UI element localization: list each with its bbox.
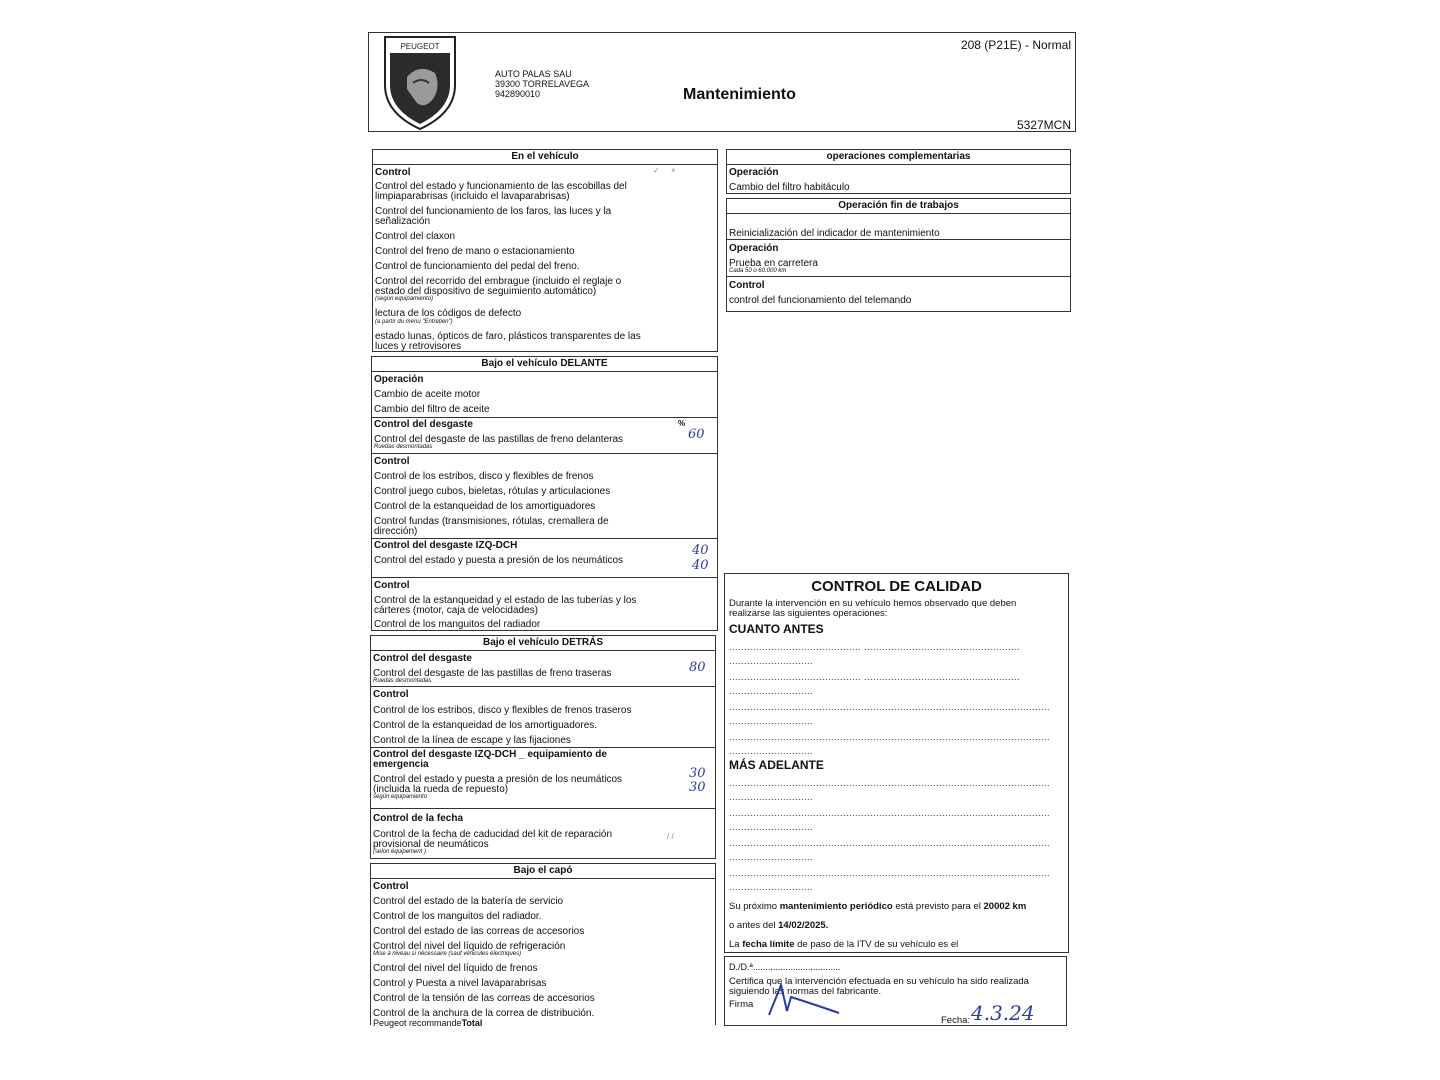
rear-ctrl-item: Control de la línea de escape y las fijaciones xyxy=(373,735,571,746)
note: Ruedas desmontadas xyxy=(374,444,433,450)
end-item: control del funcionamiento del telemando xyxy=(729,295,912,306)
group-label: Control del desgaste xyxy=(373,653,472,664)
page-title: Mantenimiento xyxy=(683,86,796,103)
section-vehicle xyxy=(372,149,718,352)
section-title: Bajo el vehículo DETRÁS xyxy=(371,636,715,651)
front-wear-item: Control del desgaste de las pastillas de freno delanteras xyxy=(374,434,624,445)
vehicle-model: 208 (P21E) - Normal xyxy=(960,38,1071,52)
license-plate: 5327MCN xyxy=(1016,118,1071,132)
signature xyxy=(761,975,851,1020)
front-tyre-value: 40 xyxy=(692,558,709,573)
end-item: Prueba en carretera xyxy=(729,258,818,269)
group-label: Control del desgaste IZQ-DCH xyxy=(374,540,518,551)
hood-item: Control de los manguitos del radiador. xyxy=(373,911,542,922)
front-ctrl-item: Control de los estribos, disco y flexibles de frenos xyxy=(374,471,594,482)
section-title: Bajo el vehículo DELANTE xyxy=(372,357,717,372)
vehicle-item: Control del claxon xyxy=(375,231,456,242)
front-wear-value: 60 xyxy=(688,427,705,442)
group-label: Control xyxy=(374,580,410,591)
note: Ruedas desmontadas xyxy=(373,678,432,684)
front-leak-item: Control de la estanqueidad y el estado de las tuberías y los cárteres (motor, caja de velocidades) xyxy=(374,595,637,616)
section-hood xyxy=(370,863,716,1028)
front-ctrl-item: Control juego cubos, bieletas, rótulas y articulaciones xyxy=(374,486,611,497)
fecha-label: Fecha: xyxy=(941,1015,971,1026)
section-quality: CONTROL DE CALIDAD Durante la intervención en su vehículo hemos observado que deben realizarse las siguientes operaciones: CUANTO ANTES ............................................ .................................................... ............................ ............................................ .................................................... ............................ ........................................................................................................... ............................ ........................................................................................................... ............................ MÁS ADELANTE ........................................................................................................... ............................ ........................................................................................................... ............................ ........................................................................................................... ............................ ........................................................................................................... ............................ Su próximo mantenimiento periódico está previsto para el 20002 km o antes del 14/02/2025. La fecha límite de paso de la ITV de su vehículo es el xyxy=(724,573,1069,953)
section-title: operaciones complementarias xyxy=(727,150,1070,165)
itv-bold: fecha límite xyxy=(742,939,795,950)
dod-line: D./D.ª................................... xyxy=(729,962,841,972)
vehicle-item: estado lunas, ópticos de faro, plásticos transparentes de las luces y retrovisores xyxy=(375,331,641,352)
front-leak-item: Control de los manguitos del radiador xyxy=(374,619,541,630)
vehicle-item: lectura de los códigos de defecto xyxy=(375,308,522,319)
pct-header: % xyxy=(678,419,686,428)
cross-header: × xyxy=(671,166,676,175)
vehicle-item: Control del freno de mano o estacionamiento xyxy=(375,246,575,257)
group-label: Control de la fecha xyxy=(373,813,464,824)
section-title: Bajo el capó xyxy=(371,864,715,879)
later-label: MÁS ADELANTE xyxy=(729,758,824,772)
end-item: Reinicialización del indicador de mantenimiento xyxy=(729,228,940,239)
group-label: Control xyxy=(373,689,409,700)
rear-tyre-value: 30 xyxy=(689,780,706,795)
asap-label: CUANTO ANTES xyxy=(729,622,824,636)
front-ctrl-item: Control de la estanqueidad de los amortiguadores xyxy=(374,501,596,512)
quality-title: CONTROL DE CALIDAD xyxy=(811,578,982,595)
group-label: Control xyxy=(375,167,411,178)
group-label: Control del desgaste xyxy=(374,419,473,430)
logo-text: PEUGEOT xyxy=(400,42,440,51)
group-label: Operación xyxy=(729,243,779,254)
hood-item: Control de la tensión de las correas de accesorios xyxy=(373,993,595,1004)
section-end xyxy=(726,198,1071,312)
hood-item: Control del nivel del líquido de refrigeración xyxy=(373,941,566,952)
group-label: Control del desgaste IZQ-DCH _ equipamiento de emergencia xyxy=(373,749,607,770)
comp-item: Cambio del filtro habitáculo xyxy=(729,182,850,193)
section-certificate xyxy=(724,956,1067,1026)
peugeot-lion-logo xyxy=(377,33,463,131)
rear-ctrl-item: Control de los estribos, disco y flexibles de frenos traseros xyxy=(373,705,632,716)
rear-wear-value: 80 xyxy=(689,660,706,675)
next-2: está previsto para el xyxy=(895,901,981,912)
section-complementary xyxy=(726,149,1071,194)
dealer-city: 39300 TORRELAVEGA xyxy=(495,79,590,89)
section-rear xyxy=(370,635,716,859)
rear-ctrl-item: Control de la estanqueidad de los amortiguadores. xyxy=(373,720,598,731)
hood-item: Control y Puesta a nivel lavaparabrisas xyxy=(373,978,547,989)
note: (selon équipement ) xyxy=(373,849,427,855)
before-label: o antes del xyxy=(729,920,776,931)
cert-text: Certifica que la intervención efectuada en su vehículo ha sido realizada siguiendo las normas del fabricante. xyxy=(729,976,1029,997)
group-label: Operación xyxy=(729,167,779,178)
hood-item: Control del nivel del líquido de frenos xyxy=(373,963,538,974)
note: (a partir du menu "Entretien") xyxy=(375,319,453,325)
check-header: ✓ xyxy=(653,166,660,175)
group-label: Control xyxy=(373,881,409,892)
rear-wear-item: Control del desgaste de las pastillas de freno traseras xyxy=(373,668,612,679)
group-label: Control xyxy=(729,280,765,291)
rear-date-value: / / xyxy=(667,832,674,841)
vehicle-item: Control del funcionamiento de los faros, las luces y la señalización xyxy=(375,206,612,227)
section-front xyxy=(371,356,718,631)
footer-left: Peugeot recommande xyxy=(373,1018,462,1028)
itv-2: de paso de la ITV de su vehículo es el xyxy=(797,939,959,950)
hood-item: Control del estado de las correas de accesorios xyxy=(373,926,585,937)
footer-right: Total xyxy=(461,1018,483,1028)
hood-item: Control del estado de la batería de servicio xyxy=(373,896,564,907)
note: Cada 50 o 60.000 km xyxy=(729,268,787,274)
front-op-item: Cambio de aceite motor xyxy=(374,389,481,400)
vehicle-item: Control del estado y funcionamiento de las escobillas del limpiaparabrisas (incluido el lavaparabrisas) xyxy=(375,181,627,202)
group-label: Control xyxy=(374,456,410,467)
rear-date-item: Control de la fecha de caducidad del kit de reparación provisional de neumáticos xyxy=(373,829,613,850)
hood-item: Control de la anchura de la correa de distribución. xyxy=(373,1008,595,1019)
quality-intro: Durante la intervención en su vehículo hemos observado que deben realizarse las siguientes operaciones: xyxy=(729,598,1017,619)
next-km: 20002 km xyxy=(983,901,1027,912)
next-bold: mantenimiento periódico xyxy=(779,901,893,912)
front-tyre-item: Control del estado y puesta a presión de los neumáticos xyxy=(374,555,624,566)
vehicle-item: Control de funcionamiento del pedal del freno. xyxy=(375,261,580,272)
vehicle-item: Control del recorrido del embrague (incluido el reglaje o estado del dispositivo de seguimiento automático) xyxy=(375,276,622,297)
rear-tyre-item: Control del estado y puesta a presión de los neumáticos (incluida la rueda de repuesto) xyxy=(373,774,623,795)
rear-tyre-value: 30 xyxy=(689,766,706,781)
itv-1: La xyxy=(729,939,740,950)
dealer-phone: 942890010 xyxy=(495,89,541,99)
note: según equipamiento xyxy=(373,794,428,800)
front-ctrl-item: Control fundas (transmisiones, rótulas, cremallera de dirección) xyxy=(374,516,609,537)
group-label: Operación xyxy=(374,374,424,385)
front-op-item: Cambio del filtro de aceite xyxy=(374,404,490,415)
firma-label: Firma xyxy=(729,999,754,1010)
section-title: En el vehículo xyxy=(373,150,717,165)
front-tyre-value: 40 xyxy=(692,543,709,558)
dealer-name: AUTO PALAS SAU xyxy=(495,69,572,79)
note: Mise à niveau si nécessaire (sauf véhicules électriques) xyxy=(373,951,522,957)
note: (según equipamiento) xyxy=(375,296,434,302)
signature-date: 4.3.24 xyxy=(971,1001,1035,1025)
header-box xyxy=(368,32,1076,132)
section-title: Operación fin de trabajos xyxy=(727,199,1070,214)
before-date: 14/02/2025. xyxy=(778,920,829,931)
next-1: Su próximo xyxy=(729,901,778,912)
